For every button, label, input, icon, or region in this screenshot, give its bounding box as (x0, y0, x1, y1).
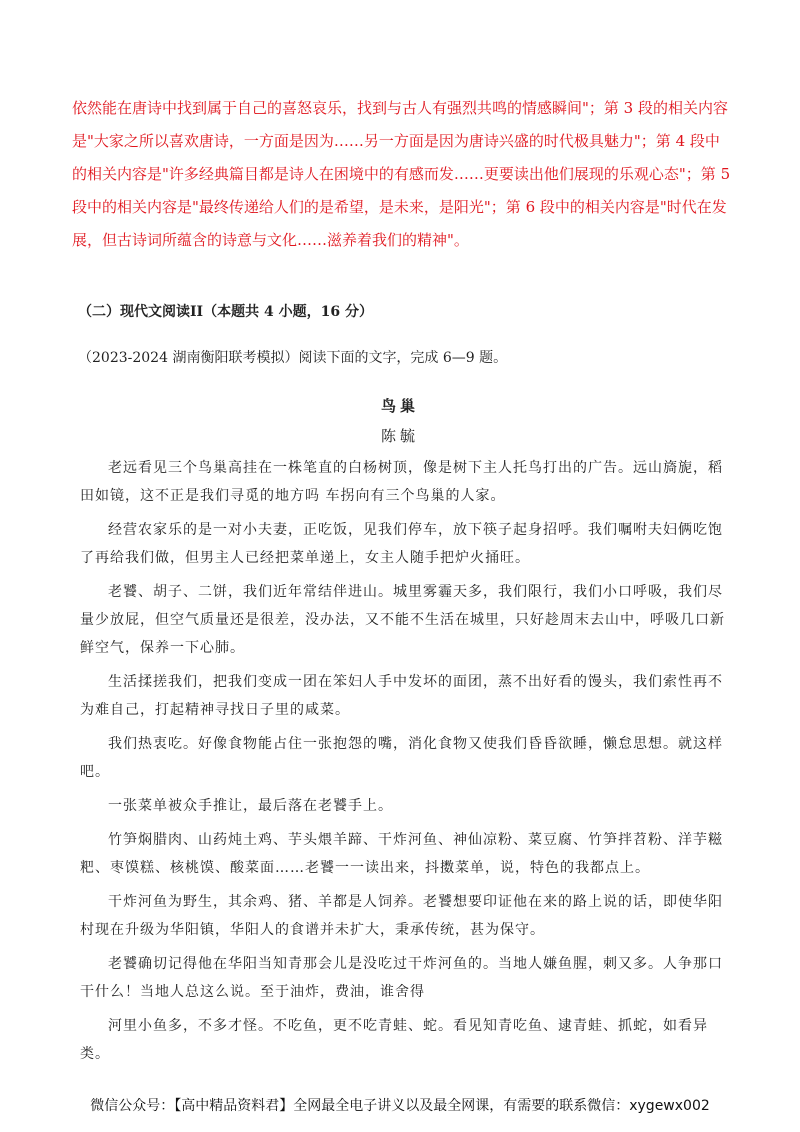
article-title: 鸟巢 (380, 397, 419, 415)
footer-watermark: 微信公众号：【高中精品资料君】全网最全电子讲义以及最全网课，有需要的联系微信：xygewx002 (90, 1098, 710, 1114)
article-paragraph: 干炸河鱼为野生，其余鸡、猪、羊都是人饲养。老饕想要印证他在来的路上说的话，即使华阳村现在升级为华阳镇，华阳人的食谱并未扩大，秉承传统，甚为保守。 (80, 894, 723, 938)
article-body (80, 454, 730, 1074)
article-paragraph: 经营农家乐的是一对小夫妻，正吃饭，见我们停车，放下筷子起身招呼。我们嘱咐夫妇俩吃饱了再给我们做，但男主人已经把菜单递上，女主人随手把炉火捅旺。 (80, 522, 723, 566)
article-author: 陈毓 (380, 427, 419, 445)
source-instruction: （2023-2024 湖南衡阳联考模拟）阅读下面的文字，完成 6—9 题。 (78, 350, 508, 366)
article-paragraph: 河里小鱼多，不多才怪。不吃鱼，更不吃青蛙、蛇。看见知青吃鱼、逮青蛙、抓蛇，如看异类。 (80, 1018, 708, 1062)
article-paragraph: 生活揉搓我们，把我们变成一团在笨妇人手中发坏的面团，蒸不出好看的馒头，我们索性再不为难自己，打起精神寻找日子里的咸菜。 (80, 674, 723, 718)
article-paragraph: 我们热衷吃。好像食物能占住一张抱怨的嘴，消化食物又使我们昏昏欲睡，懒怠思想。就这样吧。 (80, 736, 723, 780)
answer-paragraph: 依然能在唐诗中找到属于自己的喜怒哀乐，找到与古人有强烈共鸣的情感瞬间"；第 3 段的相关内容是"大家之所以喜欢唐诗，一方面是因为……另一方面是因为唐诗兴盛的时代极具魅力"；第 4 段中的相关内容是"许多经典篇目都是诗人在困境中的有感而发……更要读出他们展现的乐观心态"；第 5 段中的相关内容是"最终传递给人们的是希望，是未来，是阳光"；第 6 段中的相关内容是"时代在发展，但古诗词所蕴含的诗意与文化……滋养着我们的精神"。 (72, 99, 731, 249)
article-paragraph: 老远看见三个鸟巢高挂在一株笔直的白杨树顶，像是树下主人托鸟打出的广告。远山旖旎，稻田如镜，这不正是我们寻觅的地方吗 车拐向有三个鸟巢的人家。 (80, 460, 723, 504)
section-heading: （二）现代文阅读II（本题共 4 小题，16 分） (78, 304, 373, 320)
article-paragraph: 老饕确切记得他在华阳当知青那会儿是没吃过干炸河鱼的。当地人嫌鱼腥，刺又多。人争那口干什么！当地人总这么说。至于油炸，费油，谁舍得 (80, 956, 723, 1000)
article-paragraph: 竹笋焖腊肉、山药炖土鸡、芋头煨羊蹄、干炸河鱼、神仙凉粉、菜豆腐、竹笋拌苕粉、洋芋糍粑、枣馍糕、核桃馍、酸菜面……老饕一一读出来，抖擞菜单，说，特色的我都点上。 (80, 832, 723, 876)
article-paragraph: 一张菜单被众手推让，最后落在老饕手上。 (108, 798, 393, 814)
article-paragraph: 老饕、胡子、二饼，我们近年常结伴进山。城里雾霾天多，我们限行，我们小口呼吸，我们尽量少放屁，但空气质量还是很差，没办法，又不能不生活在城里，只好趁周末去山中，呼吸几口新鲜空气，保养一下心肺。 (80, 584, 725, 656)
